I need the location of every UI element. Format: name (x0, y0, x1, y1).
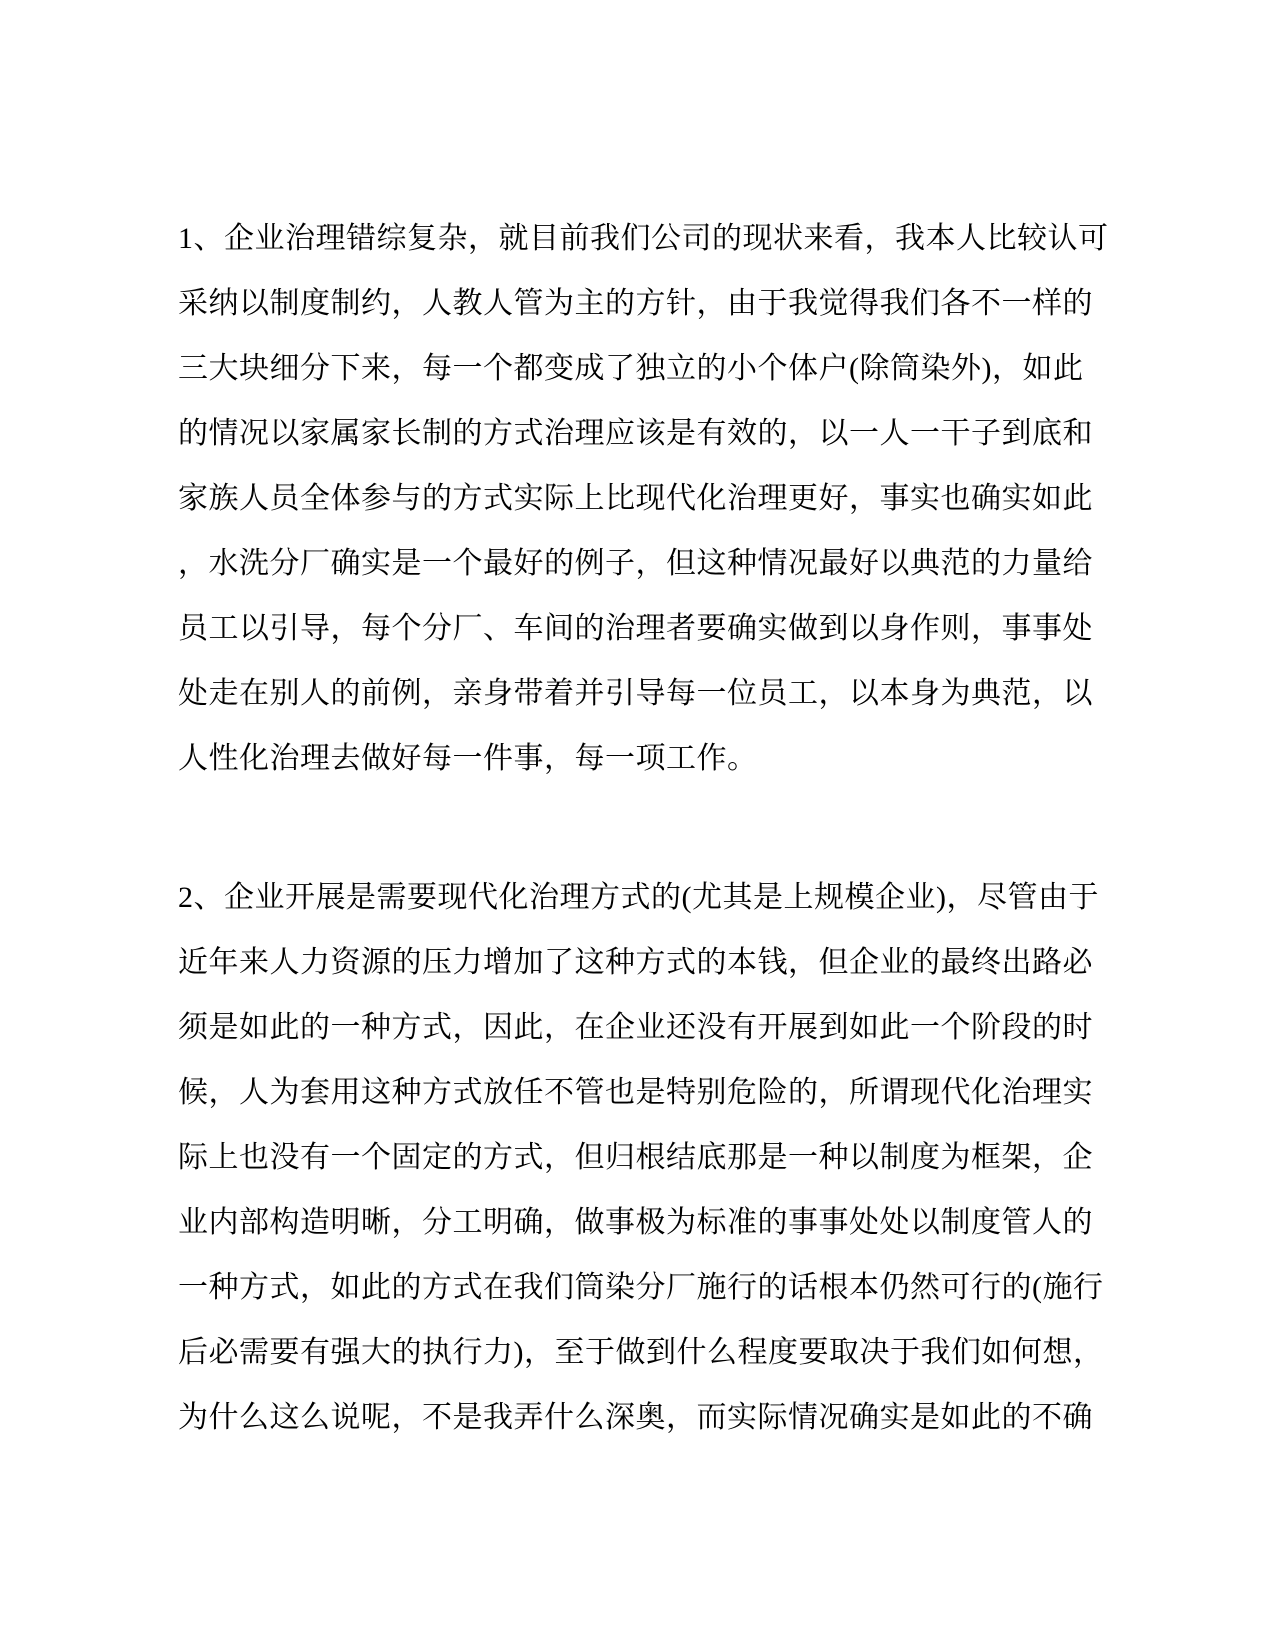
text-line: 一种方式，如此的方式在我们筒染分厂施行的话根本仍然可行的(施行 (178, 1271, 1104, 1304)
text-line: 后必需要有强大的执行力)，至于做到什么程度要取决于我们如何想， (178, 1336, 1104, 1369)
paragraph-2 (178, 865, 1145, 1450)
text-line: 候，人为套用这种方式放任不管也是特别危险的，所谓现代化治理实 (178, 1076, 1093, 1109)
text-line: 2、企业开展是需要现代化治理方式的(尤其是上规模企业)，尽管由于 (178, 881, 1099, 914)
paragraph-1 (178, 206, 1145, 791)
text-line: 三大块细分下来，每一个都变成了独立的小个体户(除筒染外)，如此 (178, 352, 1084, 385)
text-line: 近年来人力资源的压力增加了这种方式的本钱，但企业的最终出路必 (178, 946, 1093, 979)
text-line: 家族人员全体参与的方式实际上比现代化治理更好，事实也确实如此 (178, 482, 1093, 515)
text-line: 员工以引导，每个分厂、车间的治理者要确实做到以身作则，事事处 (178, 612, 1093, 645)
text-line: 须是如此的一种方式，因此，在企业还没有开展到如此一个阶段的时 (178, 1011, 1093, 1044)
text-line: 处走在别人的前例，亲身带着并引导每一位员工，以本身为典范，以 (178, 677, 1093, 710)
text-line: 际上也没有一个固定的方式，但归根结底那是一种以制度为框架，企 (178, 1141, 1093, 1174)
text-line: ，水洗分厂确实是一个最好的例子，但这种情况最好以典范的力量给 (178, 547, 1093, 580)
text-line: 业内部构造明晰，分工明确，做事极为标准的事事处处以制度管人的 (178, 1206, 1093, 1239)
text-line: 采纳以制度制约，人教人管为主的方针，由于我觉得我们各不一样的 (178, 287, 1093, 320)
text-line: 的情况以家属家长制的方式治理应该是有效的，以一人一干子到底和 (178, 417, 1093, 450)
text-line: 人性化治理去做好每一件事，每一项工作。 (178, 742, 758, 775)
text-line: 1、企业治理错综复杂，就目前我们公司的现状来看，我本人比较认可 (178, 222, 1109, 255)
text-line: 为什么这么说呢，不是我弄什么深奥，而实际情况确实是如此的不确 (178, 1401, 1093, 1434)
